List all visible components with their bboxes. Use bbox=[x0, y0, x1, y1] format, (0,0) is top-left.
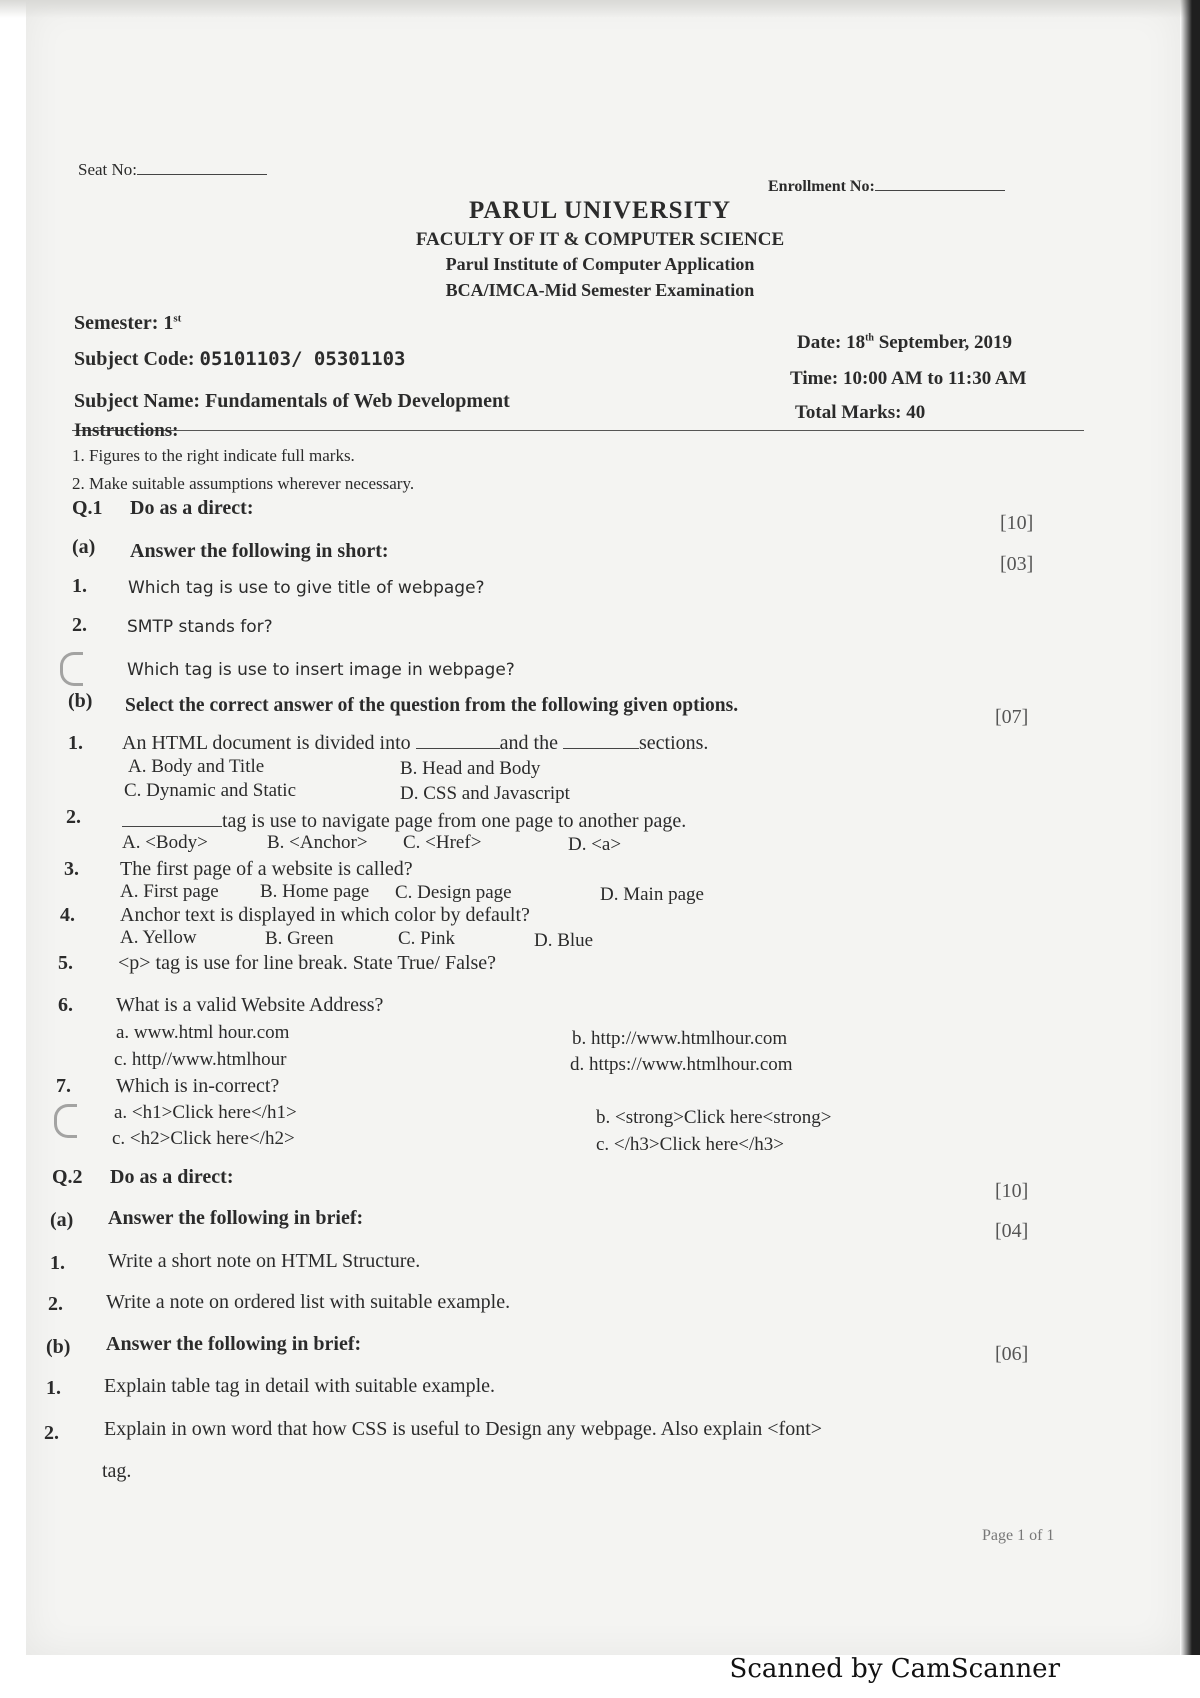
date-sup: th bbox=[865, 332, 874, 344]
q1a-title: Answer the following in short: bbox=[130, 540, 389, 562]
mcq-6-option-a: a. www.html hour.com bbox=[116, 1022, 290, 1043]
mcq-4-option-b: B. Green bbox=[265, 928, 334, 949]
q1a-item-2-num: 2. bbox=[72, 614, 87, 636]
mcq-7-text: Which is in-correct? bbox=[116, 1075, 280, 1097]
binder-hole bbox=[60, 652, 83, 686]
mcq-1-blank-2 bbox=[563, 748, 639, 749]
seat-no-blank bbox=[137, 174, 267, 175]
q2-number: Q.2 bbox=[52, 1166, 83, 1188]
q2b-item-1-text: Explain table tag in detail with suitable example. bbox=[104, 1375, 495, 1397]
mcq-7-option-b: b. <strong>Click here<strong> bbox=[596, 1107, 832, 1128]
exam-time: Time: 10:00 AM to 11:30 AM bbox=[790, 368, 1027, 389]
q1-number: Q.1 bbox=[72, 497, 103, 519]
subject-code-value: 05101103/ 05301103 bbox=[199, 348, 406, 370]
mcq-7-option-c: c. <h2>Click here</h2> bbox=[112, 1128, 295, 1149]
mcq-7-option-a: a. <h1>Click here</h1> bbox=[114, 1102, 297, 1123]
mcq-7-num: 7. bbox=[56, 1075, 71, 1097]
scanner-watermark: Scanned by CamScanner bbox=[729, 1654, 1060, 1684]
semester bbox=[74, 312, 181, 335]
mcq-3-option-d: D. Main page bbox=[600, 884, 704, 905]
q2b-marks: [06] bbox=[995, 1343, 1029, 1365]
university-name: PARUL UNIVERSITY bbox=[468, 197, 732, 224]
q2a-item-1-num: 1. bbox=[50, 1252, 65, 1274]
mcq-3-num: 3. bbox=[64, 858, 79, 880]
mcq-3-text: The first page of a website is called? bbox=[120, 858, 413, 880]
q2-title: Do as a direct: bbox=[110, 1166, 234, 1188]
mcq-2-option-c: C. <Href> bbox=[403, 832, 482, 853]
semester-label: Semester: bbox=[74, 312, 159, 334]
subject-name-label: Subject Name: bbox=[74, 390, 201, 412]
mcq-1-option-c: C. Dynamic and Static bbox=[124, 780, 297, 801]
exam-name: BCA/IMCA-Mid Semester Examination bbox=[445, 280, 755, 300]
q2b-title: Answer the following in brief: bbox=[106, 1333, 362, 1355]
mcq-1-pre: An HTML document is divided into bbox=[122, 732, 411, 754]
q2b-item-2-cont: tag. bbox=[102, 1460, 132, 1482]
mcq-3-option-b: B. Home page bbox=[260, 881, 370, 902]
mcq-2-option-d: D. <a> bbox=[568, 834, 622, 855]
q1a-item-2-text: SMTP stands for? bbox=[127, 617, 273, 637]
q2-marks: [10] bbox=[995, 1180, 1029, 1202]
mcq-7-option-d: c. </h3>Click here</h3> bbox=[596, 1134, 784, 1155]
q1b-marks: [07] bbox=[995, 706, 1029, 728]
instructions-heading: Instructions: bbox=[74, 420, 179, 441]
q1a-marks: [03] bbox=[1000, 553, 1034, 575]
scan-shadow bbox=[0, 0, 1200, 18]
header-divider bbox=[72, 430, 1084, 431]
q2a-title: Answer the following in brief: bbox=[108, 1207, 364, 1229]
mcq-6-option-c: c. http//www.htmlhour bbox=[114, 1049, 287, 1070]
mcq-3-option-a: A. First page bbox=[120, 881, 219, 902]
mcq-2-post: tag is use to navigate page from one page to another page. bbox=[222, 810, 687, 832]
institute-name: Parul Institute of Computer Application bbox=[445, 254, 755, 274]
q1a-label: (a) bbox=[72, 536, 96, 558]
date-day: 18 bbox=[846, 332, 866, 353]
mcq-4-option-c: C. Pink bbox=[398, 928, 456, 949]
q1b-title: Select the correct answer of the question from the following given options. bbox=[125, 695, 739, 716]
faculty-name: FACULTY OF IT & COMPUTER SCIENCE bbox=[415, 229, 785, 250]
mcq-4-option-d: D. Blue bbox=[534, 930, 594, 951]
mcq-6-option-d: d. https://www.htmlhour.com bbox=[570, 1054, 793, 1075]
q2b-item-2-num: 2. bbox=[44, 1422, 59, 1444]
mcq-2-text bbox=[122, 810, 686, 833]
q2b-label: (b) bbox=[46, 1336, 71, 1358]
mcq-1-blank-1 bbox=[416, 748, 500, 749]
semester-value: 1 bbox=[163, 312, 174, 334]
q2a-marks: [04] bbox=[995, 1220, 1029, 1242]
enrollment-no-blank bbox=[875, 190, 1005, 191]
mcq-6-text: What is a valid Website Address? bbox=[116, 994, 384, 1016]
enrollment-no bbox=[768, 178, 1005, 196]
semester-sup: st bbox=[173, 312, 182, 325]
q1a-item-3-text: Which tag is use to insert image in webpage? bbox=[127, 660, 515, 680]
date-rest: September, 2019 bbox=[878, 332, 1013, 353]
q1b-label: (b) bbox=[68, 690, 93, 712]
q1a-item-1-text: Which tag is use to give title of webpage? bbox=[128, 578, 485, 598]
date-label: Date: bbox=[797, 332, 842, 353]
mcq-5-num: 5. bbox=[58, 952, 73, 974]
q2b-item-2-text: Explain in own word that how CSS is useful to Design any webpage. Also explain <font> bbox=[104, 1418, 823, 1440]
mcq-6-num: 6. bbox=[58, 994, 73, 1016]
mcq-3-option-c: C. Design page bbox=[395, 882, 512, 903]
subject-name bbox=[74, 390, 510, 413]
total-marks: Total Marks: 40 bbox=[795, 402, 926, 423]
q2a-item-2-num: 2. bbox=[48, 1293, 63, 1315]
q1a-item-1-num: 1. bbox=[72, 575, 87, 597]
mcq-4-num: 4. bbox=[60, 904, 75, 926]
mcq-2-option-b: B. <Anchor> bbox=[267, 832, 368, 853]
mcq-1-option-b: B. Head and Body bbox=[400, 758, 541, 779]
mcq-6-option-b: b. http://www.htmlhour.com bbox=[572, 1028, 788, 1049]
q1-title: Do as a direct: bbox=[130, 497, 254, 519]
q2a-label: (a) bbox=[50, 1209, 74, 1231]
mcq-2-num: 2. bbox=[66, 806, 81, 828]
mcq-1-text bbox=[122, 732, 708, 755]
page-number: Page 1 of 1 bbox=[982, 1527, 1055, 1544]
seat-no-label: Seat No: bbox=[78, 160, 138, 179]
mcq-1-mid: and the bbox=[499, 732, 558, 754]
mcq-4-option-a: A. Yellow bbox=[120, 927, 197, 948]
mcq-1-num: 1. bbox=[68, 732, 83, 754]
mcq-5-text: <p> tag is use for line break. State True/ False? bbox=[118, 952, 497, 974]
q2b-item-1-num: 1. bbox=[46, 1377, 61, 1399]
enrollment-no-label: Enrollment No: bbox=[768, 178, 875, 195]
binder-hole-2 bbox=[54, 1104, 77, 1138]
exam-date bbox=[797, 332, 1012, 354]
mcq-1-option-a: A. Body and Title bbox=[128, 756, 265, 777]
instruction-2: 2. Make suitable assumptions wherever necessary. bbox=[72, 474, 415, 493]
subject-code-label: Subject Code: bbox=[74, 348, 195, 370]
q2a-item-2-text: Write a note on ordered list with suitable example. bbox=[106, 1291, 511, 1313]
mcq-1-option-d: D. CSS and Javascript bbox=[400, 783, 570, 804]
q2a-item-1-text: Write a short note on HTML Structure. bbox=[108, 1250, 421, 1272]
subject-name-value: Fundamentals of Web Development bbox=[205, 390, 510, 412]
mcq-1-post: sections. bbox=[638, 732, 709, 754]
instruction-1: 1. Figures to the right indicate full marks. bbox=[72, 446, 355, 465]
subject-code bbox=[74, 348, 405, 371]
q1-marks: [10] bbox=[1000, 512, 1034, 534]
mcq-2-blank bbox=[122, 826, 222, 827]
seat-no bbox=[78, 160, 267, 180]
mcq-2-option-a: A. <Body> bbox=[122, 832, 208, 853]
mcq-4-text: Anchor text is displayed in which color by default? bbox=[120, 904, 530, 926]
